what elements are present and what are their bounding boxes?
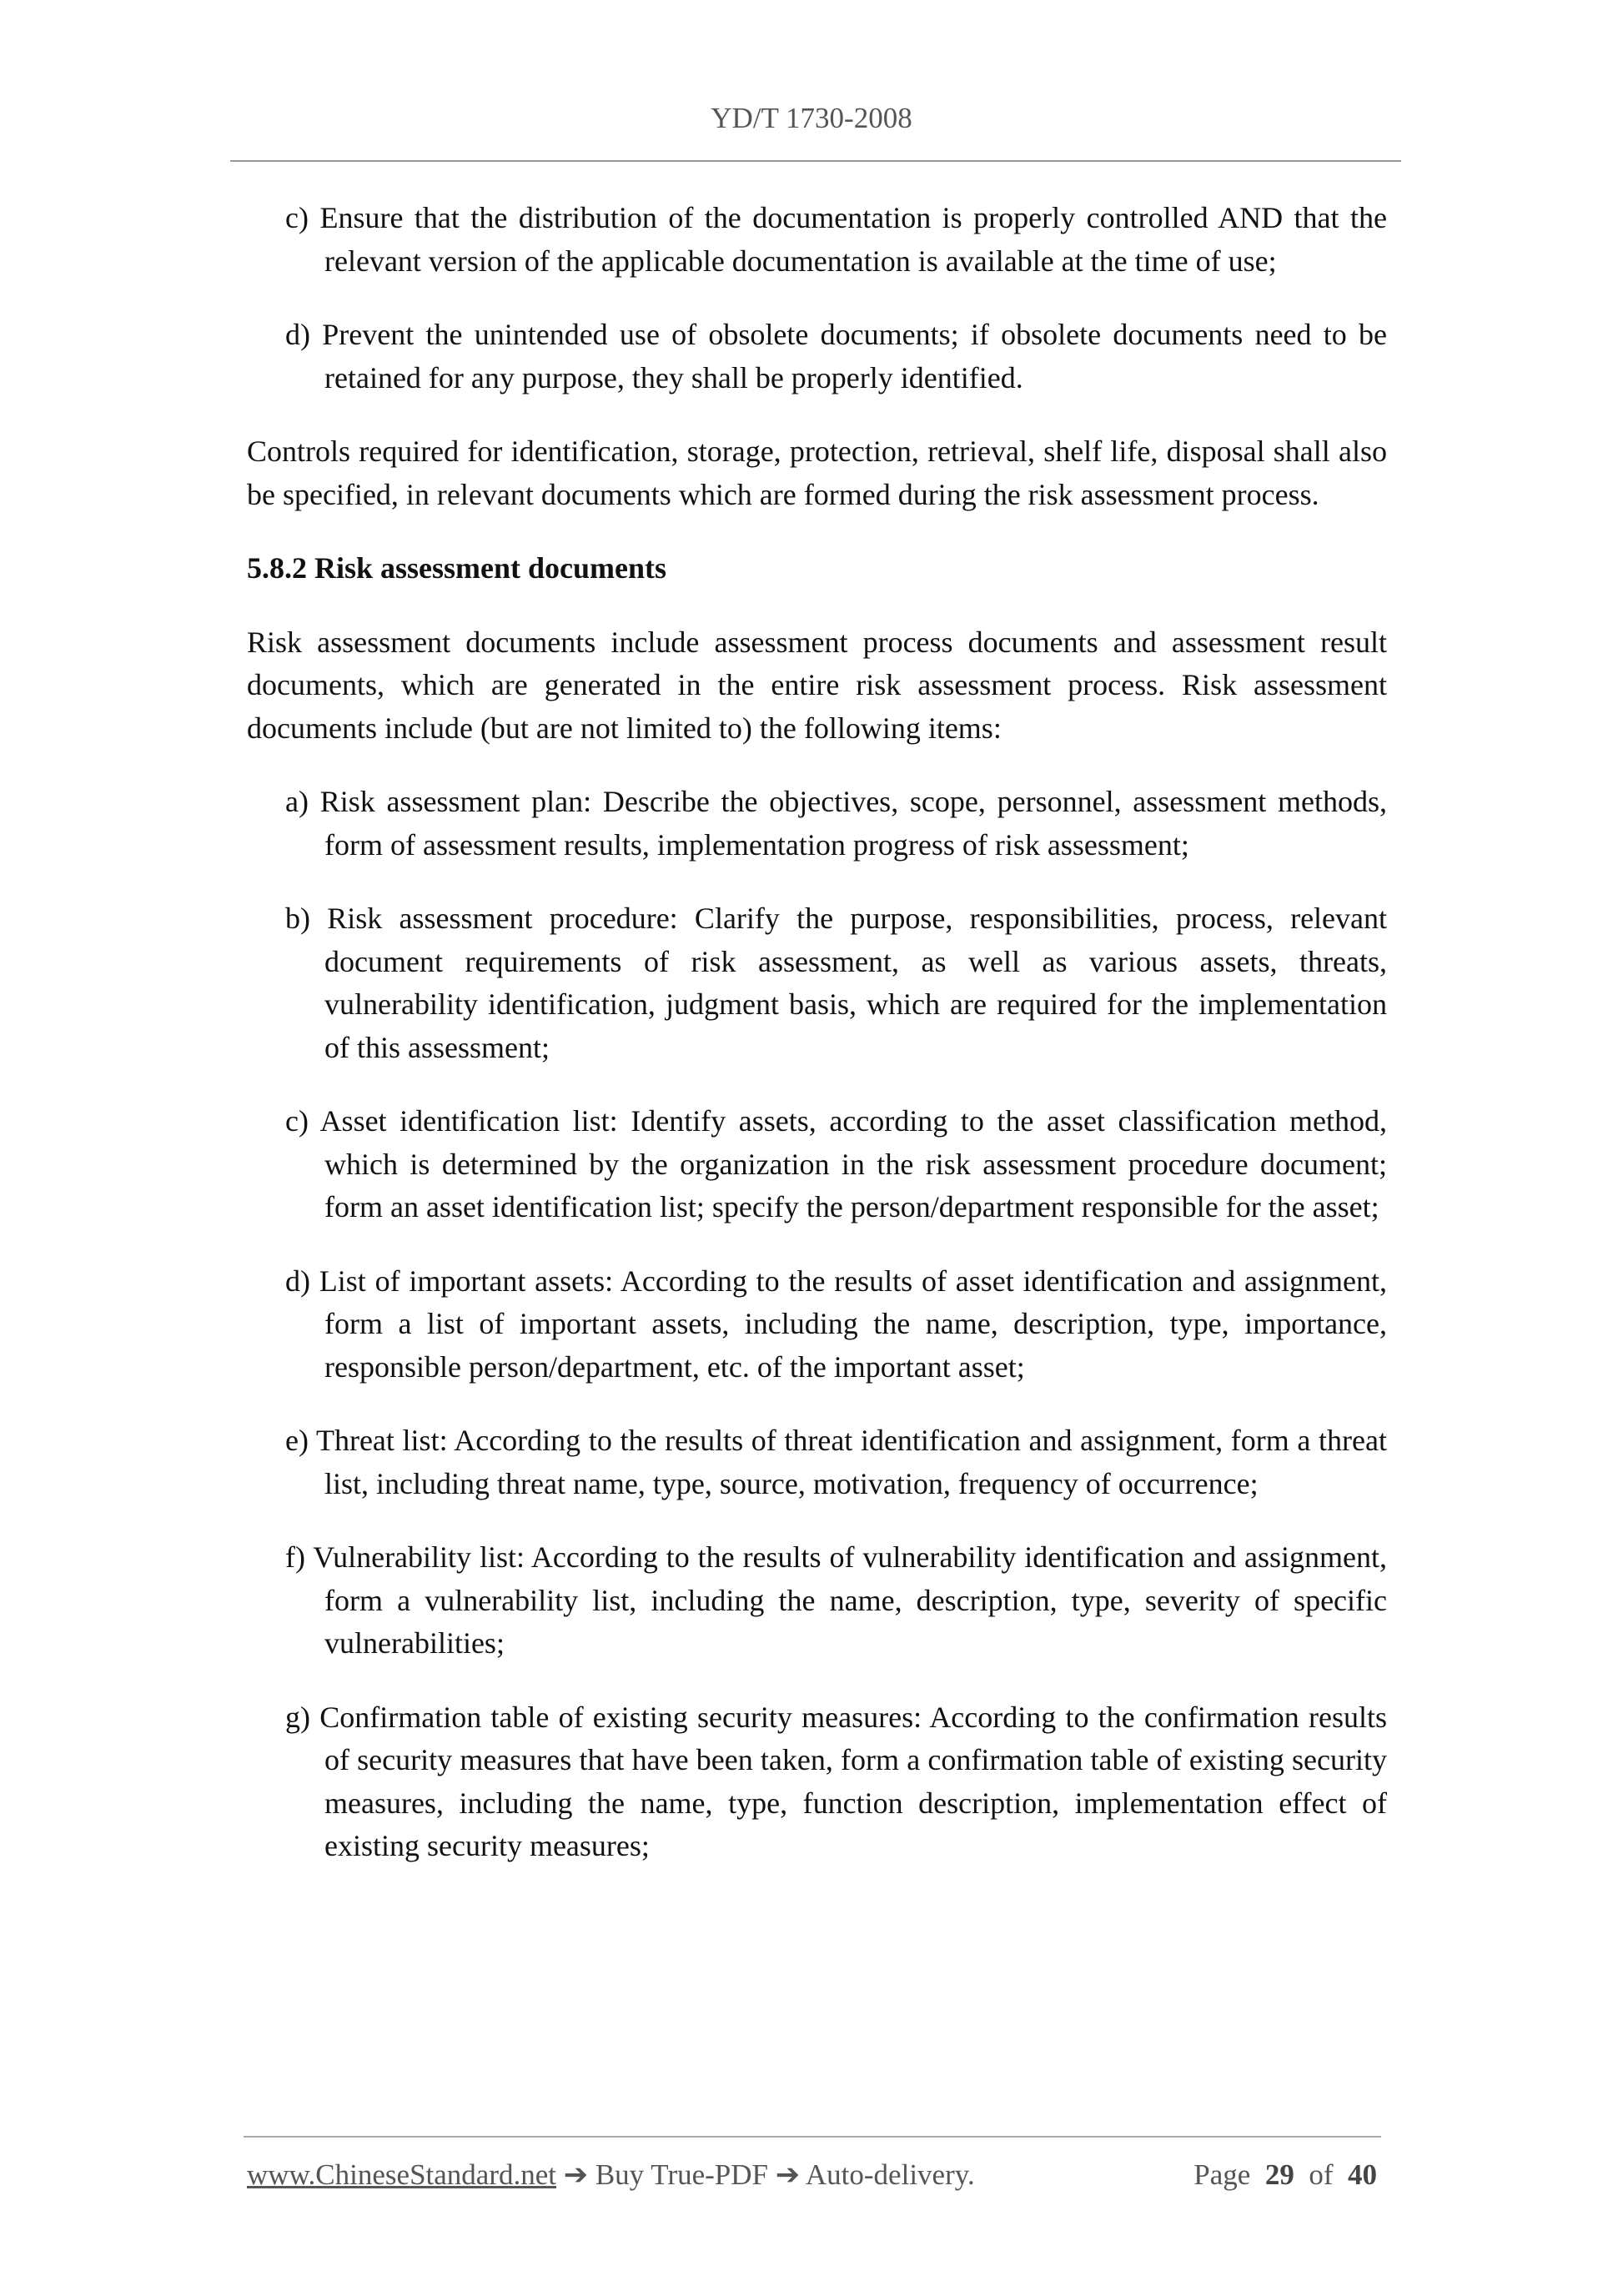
item-text: Vulnerability list: According to the results of vulnerability identification and assignment, form a vulnerability list, including the name, description, type, severity of specific vulnerabilities;	[313, 1540, 1387, 1660]
item-text: Risk assessment plan: Describe the objectives, scope, personnel, assessment methods, form of assessment results, implementation progress of risk assessment;	[319, 785, 1388, 862]
item-label: b)	[285, 902, 310, 935]
item-text: Asset identification list: Identify assets, according to the asset classification method, which is determined by the organization in the risk assessment procedure document; form an asset identification list; specify the person/department responsible for the asset;	[319, 1104, 1388, 1223]
item-label: f)	[285, 1540, 305, 1574]
footer-divider	[244, 2136, 1381, 2138]
list-item-f	[285, 1536, 1387, 1665]
website-link[interactable]: www.ChineseStandard.net	[247, 2158, 556, 2191]
item-text: Threat list: According to the results of threat identification and assignment, form a threat list, including threat name, type, source, motivation, frequency of occurrence;	[315, 1424, 1387, 1500]
arrow-right-icon: ➔	[563, 2158, 589, 2191]
document-code-header: YD/T 1730-2008	[711, 102, 912, 134]
delivery-text: Auto-delivery.	[805, 2158, 975, 2191]
item-label: d)	[285, 318, 310, 351]
item-text: Confirmation table of existing security measures: According to the confirmation results of security measures that have been taken, form a confirmation table of existing security measures, including the name, type, function description, implementation effect of existing security measures;	[319, 1700, 1388, 1862]
list-item-d	[285, 314, 1387, 399]
list-item-e	[285, 1419, 1387, 1505]
item-text: List of important assets: According to the results of asset identification and assignment, form a list of important assets, including the name, description, type, importance, responsible person/department, etc. of the important asset;	[319, 1264, 1387, 1384]
item-label: e)	[285, 1424, 309, 1457]
list-item-b	[285, 897, 1387, 1069]
item-label: a)	[285, 785, 309, 818]
list-item-g	[285, 1696, 1387, 1868]
item-label: c)	[285, 1104, 309, 1138]
intro-paragraph: Risk assessment documents include assessment process documents and assessment result documents, which are generated in the entire risk assessment process. Risk assessment documents include (but are not limited to) the following items:	[247, 625, 1387, 745]
list-item-c	[285, 197, 1387, 283]
arrow-right-icon: ➔	[775, 2158, 801, 2191]
item-label: c)	[285, 201, 309, 234]
buy-text: Buy True-PDF	[595, 2158, 768, 2191]
footer-left	[247, 2158, 975, 2192]
of-label: of	[1309, 2158, 1334, 2191]
list-item-d	[285, 1260, 1387, 1389]
page-footer	[247, 2158, 1377, 2192]
controls-paragraph: Controls required for identification, storage, protection, retrieval, shelf life, disposal shall also be specified, in relevant documents which are formed during the risk assessment process.	[247, 435, 1387, 511]
page-number	[1193, 2158, 1377, 2192]
item-label: g)	[285, 1700, 310, 1734]
list-item-a	[285, 781, 1387, 867]
item-label: d)	[285, 1264, 310, 1298]
page-label: Page	[1193, 2158, 1251, 2191]
current-page: 29	[1264, 2158, 1294, 2191]
document-body	[247, 197, 1387, 1899]
item-text: Ensure that the distribution of the documentation is properly controlled AND that the relevant version of the applicable documentation is available at the time of use;	[319, 201, 1387, 278]
section-heading: 5.8.2 Risk assessment documents	[247, 551, 667, 585]
header-divider	[230, 160, 1401, 162]
list-item-c	[285, 1100, 1387, 1229]
item-text: Risk assessment procedure: Clarify the purpose, responsibilities, process, relevant document requirements of risk assessment, as well as various assets, threats, vulnerability identification, judgment basis, which are required for the implementation of this assessment;	[324, 902, 1388, 1064]
total-pages: 40	[1348, 2158, 1377, 2191]
item-text: Prevent the unintended use of obsolete documents; if obsolete documents need to be retained for any purpose, they shall be properly identified.	[322, 318, 1388, 394]
